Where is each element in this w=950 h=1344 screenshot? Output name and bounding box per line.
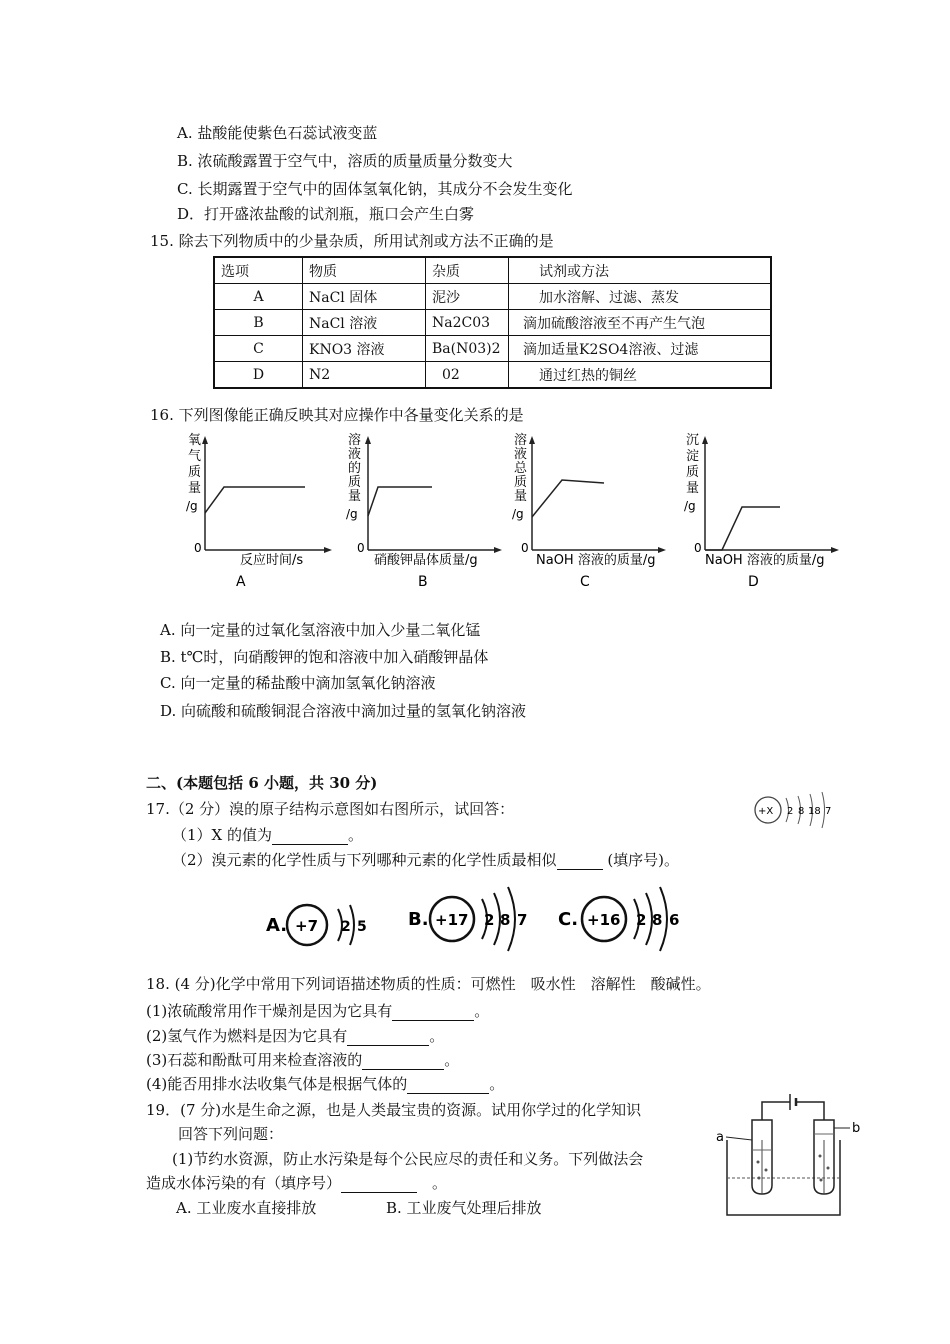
q18-item-4 [146,1073,504,1094]
graph-c-ylabel: 总 [514,461,528,476]
atom-b-shell: 2 [484,911,495,929]
graph-d-ylabel: 量 [686,481,700,496]
table-cell: 02 [426,362,509,389]
table-header: 试剂或方法 [509,257,772,284]
q18-item-3 [146,1049,459,1070]
table-header: 选项 [214,257,303,284]
table-cell: D [214,362,303,389]
bromine-shell: 2 [787,806,794,817]
q15-table [213,256,772,389]
graph-c-ylabel: 溶 [514,433,528,448]
q18-item-end: 。 [444,1051,460,1069]
atom-a-label: A. [266,915,288,936]
graph-c-ylabel: /g [512,507,524,521]
q16-option-d: D. 向硫酸和硫酸铜混合溶液中滴加过量的氢氧化钠溶液 [160,702,527,720]
atom-c-shell: 2 [636,911,647,929]
q14-option-b: B. 浓硫酸露置于空气中，溶质的质量质量分数变大 [177,152,513,170]
graph-c [512,432,666,590]
atom-a-shell: 2 [341,919,351,935]
q14-option-c: C. 长期露置于空气中的固体氢氧化钠，其成分不会发生变化 [177,180,573,198]
q18-item-text: (3)石蕊和酚酞可用来检查溶液的 [146,1051,363,1069]
graph-b-ylabel: 质 [348,475,362,490]
q18-item-2 [146,1025,444,1046]
atom-c [558,887,679,951]
graph-a-ylabel: 量 [188,481,202,496]
table-cell: KNO3 溶液 [303,336,426,362]
graph-a [186,433,332,590]
q18-item-text: (1)浓硫酸常用作干燥剂是因为它具有 [146,1002,393,1020]
table-row [214,284,771,310]
answer-blank[interactable] [392,1002,474,1021]
graph-d-ylabel: 沉 [686,433,700,448]
atom-b-shell: 8 [500,911,511,929]
graph-c-origin: 0 [521,541,529,555]
atom-a-shell: 5 [357,919,367,935]
atom-c-shell: 8 [652,911,663,929]
table-cell: 泥沙 [426,284,509,310]
q17-part-1-end: 。 [348,826,364,844]
q15-stem: 15. 除去下列物质中的少量杂质，所用试剂或方法不正确的是 [150,232,554,250]
graph-c-xlabel: NaOH 溶液的质量/g [536,553,656,568]
table-cell: 加水溶解、过滤、蒸发 [509,284,772,310]
atom-a-nucleus: +7 [295,917,319,935]
answer-blank[interactable] [341,1174,417,1193]
answer-blank[interactable] [362,1051,444,1070]
graph-b-ylabel: 量 [348,489,362,504]
q17-stem: 17.（2 分）溴的原子结构示意图如右图所示，试回答： [146,800,515,818]
atom-c-nucleus: +16 [587,911,621,929]
graph-c-ylabel: 质 [514,475,528,490]
graph-a-ylabel: 气 [188,449,202,464]
bromine-atom-diagram [750,790,840,840]
graph-b-ylabel: 的 [348,461,362,476]
graph-d [684,433,839,590]
table-cell: 滴加适量K2SO4溶液、过滤 [509,336,772,362]
table-cell: 滴加硫酸溶液至不再产生气泡 [509,310,772,336]
q19-stem: 19．(7 分)水是生命之源，也是人类最宝贵的资源。试用你学过的化学知识 [146,1101,642,1119]
table-header: 物质 [303,257,426,284]
graph-b-ylabel: 液 [348,447,362,462]
atom-c-shell: 6 [669,911,680,929]
graph-b-origin: 0 [357,541,365,555]
q19-part-1a: (1)节约水资源，防止水污染是每个公民应尽的责任和义务。下列做法会 [172,1150,644,1168]
graph-d-letter: D [748,574,759,590]
q19-stem-2: 回答下列问题： [178,1125,284,1143]
q18-item-end: 。 [429,1027,445,1045]
graph-b-letter: B [418,574,428,590]
answer-blank[interactable] [407,1075,489,1094]
label-a: a [716,1130,724,1145]
bromine-nucleus: +X [758,806,774,817]
table-cell: C [214,336,303,362]
q18-item-end: 。 [474,1002,490,1020]
table-cell: A [214,284,303,310]
q16-option-c: C. 向一定量的稀盐酸中滴加氢氧化钠溶液 [160,674,436,692]
graph-b [346,432,502,590]
table-cell: Ba(N03)2 [426,336,509,362]
graph-a-ylabel: 质 [188,465,202,480]
atom-b-shell: 7 [517,911,528,929]
q18-stem: 18. (4 分)化学中常用下列词语描述物质的性质：可燃性 吸水性 溶解性 酸碱性。 [146,975,711,993]
graph-b-ylabel: /g [346,507,358,521]
q17-part-1-text: （1）X 的值为 [172,826,272,844]
atom-options-figure [262,873,702,963]
graph-c-curve [532,480,604,517]
graph-c-ylabel: 液 [514,447,528,462]
table-cell: B [214,310,303,336]
q16-option-b: B. t℃时，向硝酸钾的饱和溶液中加入硝酸钾晶体 [160,648,489,666]
graph-d-ylabel: 淀 [686,449,700,464]
graph-d-origin: 0 [694,541,702,555]
graph-b-curve [368,487,432,516]
graph-a-xlabel: 反应时间/s [240,553,304,568]
table-cell: NaCl 固体 [303,284,426,310]
table-cell: NaCl 溶液 [303,310,426,336]
graph-a-ylabel: 氧 [188,433,202,448]
q19-option-a: A. 工业废水直接排放 [176,1199,317,1217]
graph-d-ylabel: 质 [686,465,700,480]
q18-item-text: (4)能否用排水法收集气体是根据气体的 [146,1075,408,1093]
graph-d-curve [705,507,780,550]
section-2-heading: 二、(本题包括 6 小题，共 30 分) [146,774,378,792]
table-cell: 通过红热的铜丝 [509,362,772,389]
q18-item-1 [146,1000,489,1021]
q19-option-b: B. 工业废气处理后排放 [386,1199,542,1217]
q16-option-a: A. 向一定量的过氧化氢溶液中加入少量二氧化锰 [160,621,481,639]
q19-part-1b-text: 造成水体污染的有（填序号） [146,1174,342,1192]
atom-a [266,905,367,945]
q18-item-end: 。 [489,1075,505,1093]
table-row [214,362,771,389]
graph-c-letter: C [580,574,590,590]
atom-b-label: B. [408,909,429,930]
atom-c-label: C. [558,909,579,930]
q14-option-d: D．打开盛浓盐酸的试剂瓶，瓶口会产生白雾 [177,205,475,223]
q19-part-1b-end: 。 [432,1174,448,1192]
q17-part-2-text: （2）溴元素的化学性质与下列哪种元素的化学性质最相似 [172,851,557,869]
graph-a-origin: 0 [194,541,202,555]
q18-item-text: (2)氢气作为燃料是因为它具有 [146,1027,348,1045]
table-header-row [214,257,771,284]
answer-blank[interactable] [557,851,603,870]
graph-d-xlabel: NaOH 溶液的质量/g [705,553,825,568]
table-row [214,336,771,362]
q16-stem: 16. 下列图像能正确反映其对应操作中各量变化关系的是 [150,406,524,424]
table-row [214,310,771,336]
q16-graphs-figure [180,430,850,595]
label-b: b [852,1121,861,1136]
table-cell: N2 [303,362,426,389]
atom-b-nucleus: +17 [435,911,469,929]
graph-d-ylabel: /g [684,499,696,513]
bromine-shell: 18 [808,806,821,817]
graph-c-ylabel: 量 [514,489,528,504]
q17-part-2-end: (填序号)。 [607,851,680,869]
graph-a-letter: A [236,574,246,590]
table-cell: Na2C03 [426,310,509,336]
q17-part-1 [172,824,363,845]
q17-part-2 [172,849,679,870]
atom-b [408,887,527,951]
bromine-shell: 8 [798,806,805,817]
electrolysis-apparatus [712,1090,862,1222]
graph-a-curve [205,487,305,513]
table-header: 杂质 [426,257,509,284]
q19-part-1b [146,1172,447,1193]
graph-b-ylabel: 溶 [348,433,362,448]
graph-b-xlabel: 硝酸钾晶体质量/g [374,553,478,568]
answer-blank[interactable] [347,1027,429,1046]
q14-option-a: A. 盐酸能使紫色石蕊试液变蓝 [177,124,378,142]
answer-blank[interactable] [272,826,348,845]
graph-a-ylabel: /g [186,499,198,513]
bromine-shell: 7 [825,806,832,817]
